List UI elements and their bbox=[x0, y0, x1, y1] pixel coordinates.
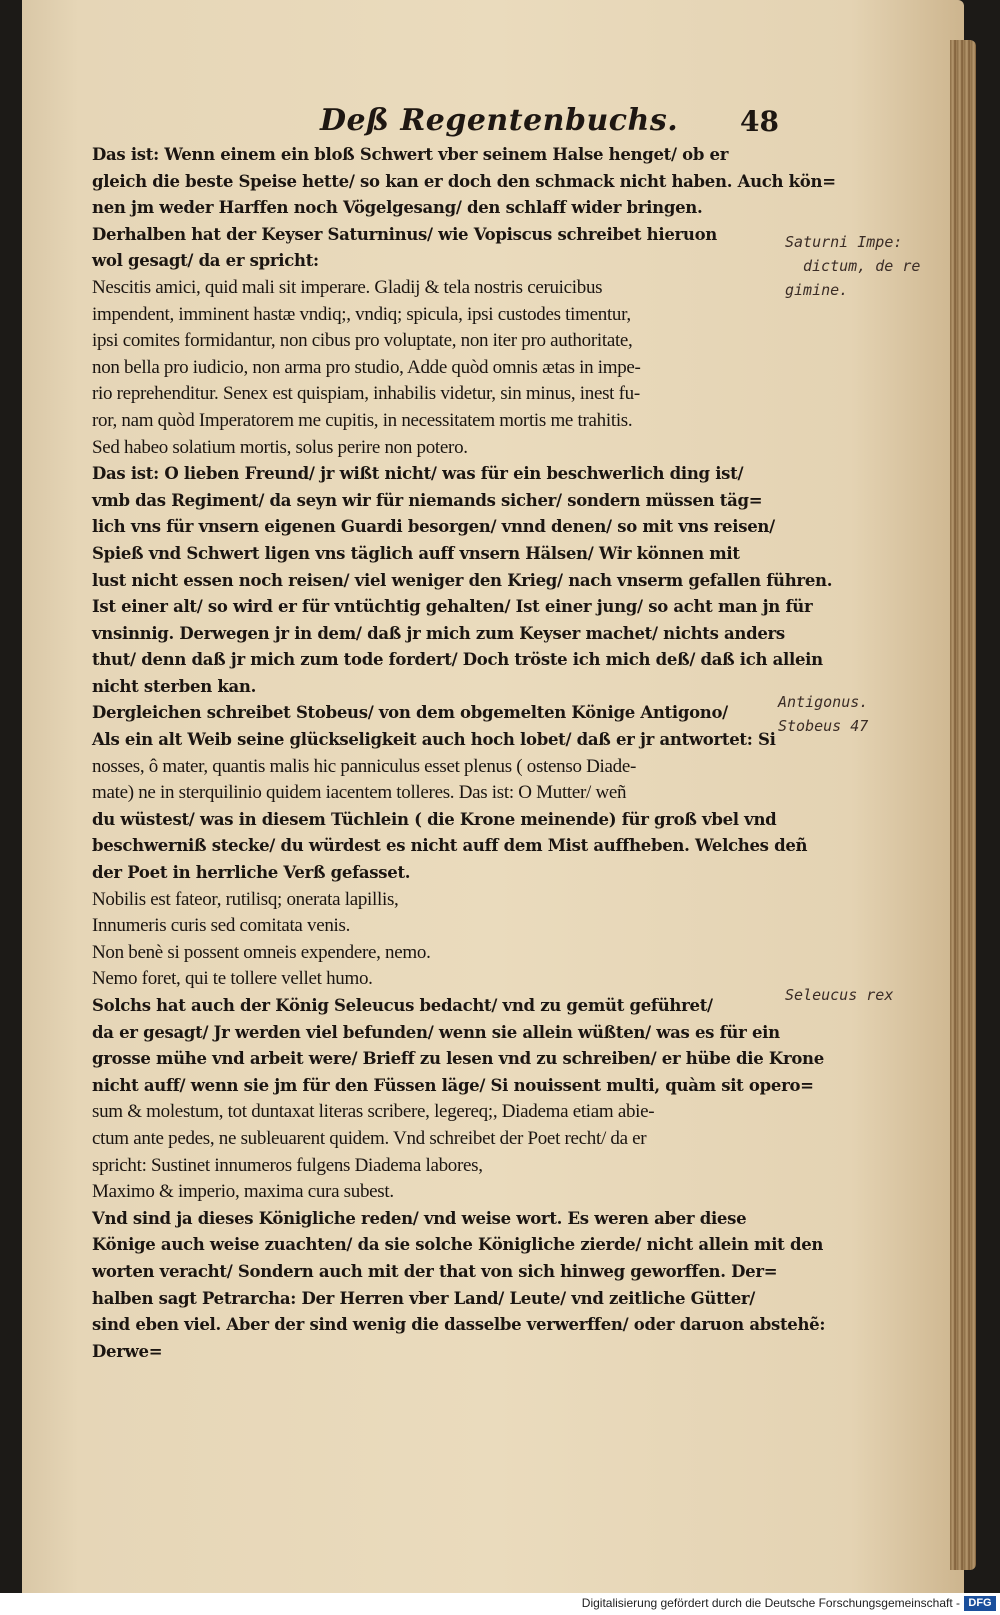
text-line: Nemo foret, qui te tollere vellet humo. bbox=[92, 968, 373, 990]
margin-note-seleucus bbox=[785, 983, 893, 1007]
text-line: Ist einer alt/ so wird er für vntüchtig gehalten/ Ist einer jung/ so acht man jn für bbox=[92, 597, 813, 617]
text-line: Dergleichen schreibet Stobeus/ von dem obgemelten Könige Antigono/ bbox=[92, 703, 728, 723]
text-line: Das ist: O lieben Freund/ jr wißt nicht/ was für ein beschwerlich ding ist/ bbox=[92, 464, 744, 484]
text-line: Das ist: Wenn einem ein bloß Schwert vber seinem Halse henget/ ob er bbox=[92, 145, 729, 164]
text-line: Spieß vnd Schwert ligen vns täglich auff vnsern Hälsen/ Wir können mit bbox=[92, 543, 740, 563]
text-line: Maximo & imperio, maxima cura subest. bbox=[92, 1181, 394, 1203]
margin-note-line: Stobeus 47 bbox=[778, 717, 869, 735]
text-line: Sed habeo solatium mortis, solus perire non potero. bbox=[92, 436, 468, 458]
text-line: nen jm weder Harffen noch Vögelgesang/ den schlaff wider bringen. bbox=[92, 198, 703, 218]
text-line: lich vns für vnsern eigenen Guardi besorgen/ vnnd denen/ so mit vns reisen/ bbox=[92, 517, 775, 537]
text-line: grosse mühe vnd arbeit were/ Brieff zu lesen vnd zu schreiben/ er hübe die Krone bbox=[92, 1049, 824, 1069]
text-line: spricht: Sustinet innumeros fulgens Diadema labores, bbox=[92, 1154, 483, 1176]
text-line: Vnd sind ja dieses Königliche reden/ vnd weise wort. Es weren aber diese bbox=[92, 1208, 747, 1228]
margin-note-line: Saturni Impe: bbox=[785, 233, 903, 251]
text-line: nicht auff/ wenn sie jm für den Füssen läge/ Si nouissent multi, quàm sit opero= bbox=[92, 1075, 814, 1095]
text-line: Derwe= bbox=[92, 1341, 163, 1361]
text-line: vmb das Regiment/ da seyn wir für niemands sicher/ sondern müssen täg= bbox=[92, 490, 763, 510]
text-line: Nescitis amici, quid mali sit imperare. Gladij & tela nostris ceruicibus bbox=[92, 276, 603, 298]
text-line: wol gesagt/ da er spricht: bbox=[92, 251, 319, 271]
text-line: gleich die beste Speise hette/ so kan er doch den schmack nicht haben. Auch kön= bbox=[92, 171, 836, 191]
funding-credit: Digitalisierung gefördert durch die Deutsche Forschungsgemeinschaft - bbox=[581, 1596, 960, 1610]
text-line: ror, nam quòd Imperatorem me cupitis, in necessitatem mortis me trahitis. bbox=[92, 409, 633, 431]
text-line: Als ein alt Weib seine glückseligkeit auch hoch lobet/ daß er jr antwortet: Si bbox=[92, 730, 776, 750]
page-edge bbox=[950, 40, 976, 1570]
text-line: beschwerniß stecke/ du würdest es nicht auff dem Mist auffheben. Welches deñ bbox=[92, 836, 808, 856]
text-line: non bella pro iudicio, non arma pro studio, Adde quòd omnis ætas in impe- bbox=[92, 356, 641, 378]
text-line: worten veracht/ Sondern auch mit der that von sich hinweg geworffen. Der= bbox=[92, 1261, 778, 1281]
text-line: ctum ante pedes, ne subleuarent quidem. Vnd schreibet der Poet recht/ da er bbox=[92, 1127, 647, 1149]
text-line: mate) ne in sterquilinio quidem iacentem tolleres. Das ist: O Mutter/ weñ bbox=[92, 782, 627, 804]
text-line: Non benè si possent omneis expendere, nemo. bbox=[92, 941, 431, 963]
running-header bbox=[320, 103, 800, 141]
text-line: sind eben viel. Aber der sind wenig die dasselbe verwerffen/ oder daruon abstehẽ: bbox=[92, 1315, 826, 1335]
header-title: Deß Regentenbuchs. bbox=[320, 103, 679, 138]
text-line: ipsi comites formidantur, non cibus pro voluptate, non iter pro authoritate, bbox=[92, 330, 633, 352]
margin-note-line: dictum, de re bbox=[803, 257, 921, 275]
page-number: 48 bbox=[740, 105, 779, 138]
text-line: der Poet in herrliche Verß gefasset. bbox=[92, 863, 411, 883]
footer-bar bbox=[0, 1593, 1000, 1615]
margin-note-antigonus bbox=[778, 690, 868, 738]
text-line: sum & molestum, tot duntaxat literas scribere, legereq;, Diadema etiam abie- bbox=[92, 1101, 655, 1123]
text-line: da er gesagt/ Jr werden viel befunden/ wenn sie allein wüßten/ was es für ein bbox=[92, 1022, 780, 1042]
margin-note-line: Antigonus. bbox=[778, 693, 869, 711]
text-line: Innumeris curis sed comitata venis. bbox=[92, 915, 351, 937]
text-line: impendent, imminent hastæ vndiq;, vndiq; spicula, ipsi custodes timentur, bbox=[92, 303, 631, 325]
text-line: Könige auch weise zuachten/ da sie solche Königliche zierde/ nicht allein mit den bbox=[92, 1235, 824, 1255]
text-line: thut/ denn daß jr mich zum tode fordert/ Doch tröste ich mich deß/ daß ich allein bbox=[92, 650, 823, 670]
text-line: lust nicht essen noch reisen/ viel weniger den Krieg/ nach vnserm gefallen führen. bbox=[92, 570, 833, 590]
text-line: rio reprehenditur. Senex est quispiam, inhabilis videtur, sin minus, inest fu- bbox=[92, 383, 640, 405]
text-line: Derhalben hat der Keyser Saturninus/ wie Vopiscus schreibet hieruon bbox=[92, 224, 718, 244]
margin-note-saturninus bbox=[785, 230, 920, 302]
text-line: vnsinnig. Derwegen jr in dem/ daß jr mich zum Keyser machet/ nichts anders bbox=[92, 623, 785, 643]
text-line: halben sagt Petrarcha: Der Herren vber Land/ Leute/ vnd zeitliche Gütter/ bbox=[92, 1288, 756, 1308]
text-line: nicht sterben kan. bbox=[92, 676, 257, 696]
text-line: du wüstest/ was in diesem Tüchlein ( die Krone meinende) für groß vbel vnd bbox=[92, 809, 777, 829]
dfg-logo: DFG bbox=[964, 1596, 996, 1611]
margin-note-line: Seleucus rex bbox=[785, 986, 894, 1004]
text-line: nosses, ô mater, quantis malis hic panniculus esset plenus ( ostenso Diade- bbox=[92, 755, 636, 777]
text-line: Nobilis est fateor, rutilisq; onerata lapillis, bbox=[92, 888, 399, 910]
text-line: Solchs hat auch der König Seleucus bedacht/ vnd zu gemüt geführet/ bbox=[92, 996, 713, 1015]
margin-note-line: gimine. bbox=[785, 281, 849, 299]
